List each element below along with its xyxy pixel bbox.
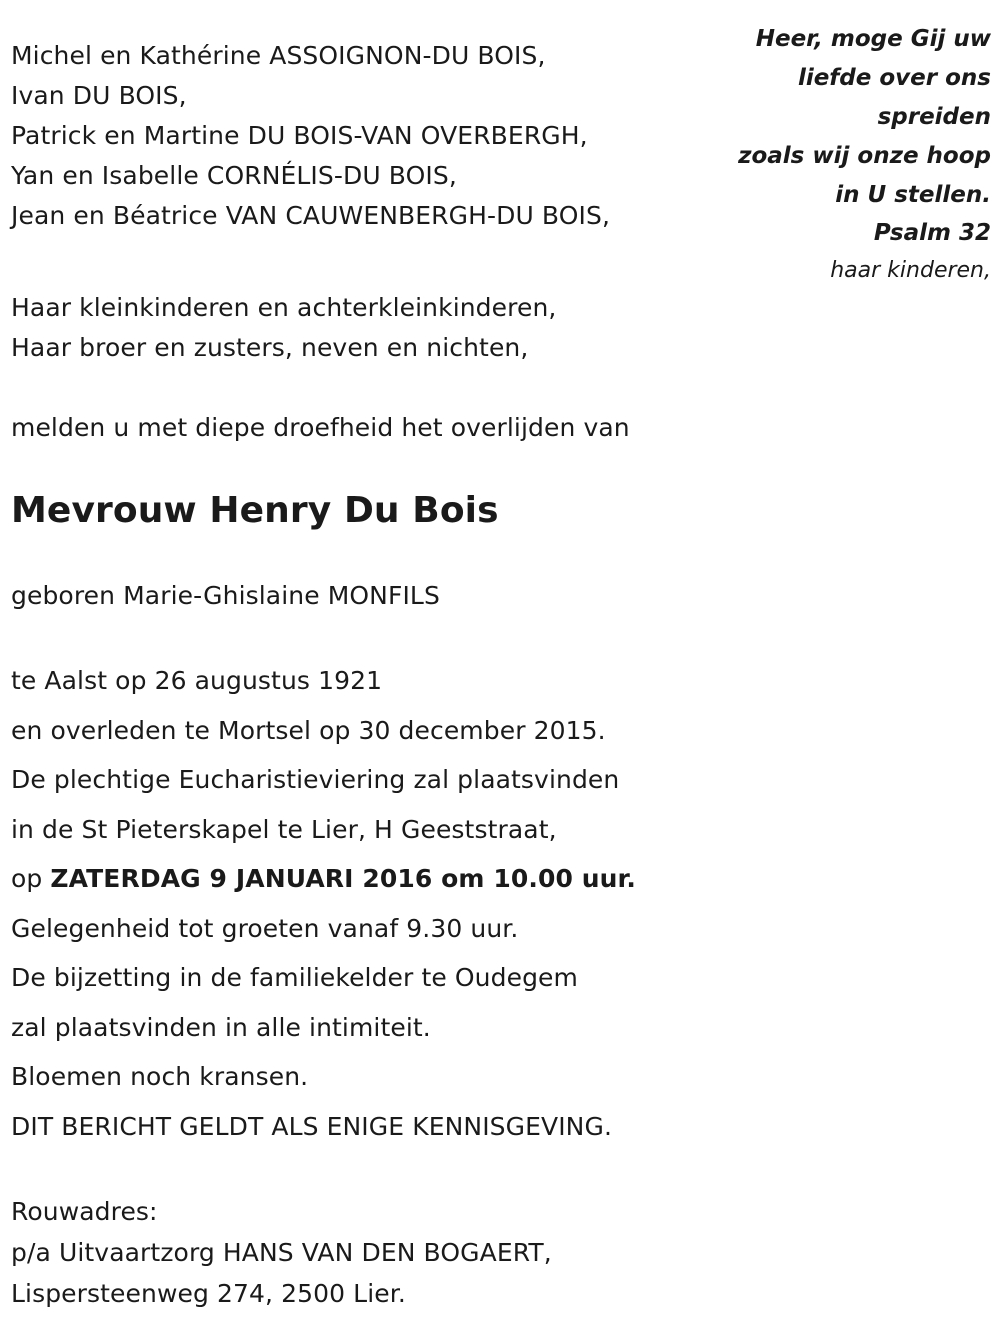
quote-line: Heer, moge Gij uw [755, 26, 991, 52]
quote-line: spreiden [877, 104, 991, 130]
family-line: Jean en Béatrice VAN CAUWENBERGH-DU BOIS, [11, 201, 610, 230]
burial-line: De bijzetting in de familiekelder te Oudegem [11, 963, 578, 992]
quote-reference: Psalm 32 [873, 220, 991, 246]
death-line: en overleden te Mortsel op 30 december 2015. [11, 715, 606, 745]
obituary-body [11, 36, 731, 1314]
funeral-details [11, 656, 731, 1151]
psalm-quote [701, 20, 991, 290]
family-line: Yan en Isabelle CORNÉLIS-DU BOIS, [11, 161, 457, 190]
ceremony-date-line [11, 854, 731, 904]
birth-line: te Aalst op 26 augustus 1921 [11, 666, 383, 695]
family-line: Michel en Kathérine ASSOIGNON-DU BOIS, [11, 41, 546, 70]
relatives-line: Haar kleinkinderen en achterkleinkinderen, [11, 293, 557, 322]
announcement-text: melden u met diepe droefheid het overlijden van [11, 413, 630, 442]
quote-signed: haar kinderen, [830, 258, 991, 283]
quote-line: zoals wij onze hoop [738, 143, 991, 169]
family-line: Ivan DU BOIS, [11, 81, 187, 110]
flowers-line: Bloemen noch kransen. [11, 1062, 309, 1091]
deceased-name: Mevrouw Henry Du Bois [11, 490, 499, 531]
family-list [11, 36, 731, 236]
address-line: Lispersteenweg 274, 2500 Lier. [11, 1279, 406, 1308]
ceremony-line: De plechtige Eucharistieviering zal plaatsvinden [11, 765, 620, 794]
greeting-line: Gelegenheid tot groeten vanaf 9.30 uur. [11, 913, 519, 943]
quote-line: liefde over ons [797, 65, 991, 91]
family-line: Patrick en Martine DU BOIS-VAN OVERBERGH, [11, 121, 588, 150]
ceremony-date: ZATERDAG 9 JANUARI 2016 om 10.00 uur. [50, 864, 637, 893]
ceremony-location-line: in de St Pieterskapel te Lier, H Geeststraat, [11, 814, 557, 844]
mourning-address [11, 1191, 731, 1314]
relatives-line: Haar broer en zusters, neven en nichten, [11, 333, 529, 362]
address-line: p/a Uitvaartzorg HANS VAN DEN BOGAERT, [11, 1238, 552, 1267]
notice-line: DIT BERICHT GELDT ALS ENIGE KENNISGEVING. [11, 1111, 612, 1141]
relatives-list [11, 288, 731, 368]
born-as-text: geboren Marie-Ghislaine MONFILS [11, 581, 440, 610]
date-prefix: op [11, 864, 51, 893]
quote-line: in U stellen. [835, 182, 991, 208]
burial-privacy-line: zal plaatsvinden in alle intimiteit. [11, 1012, 431, 1042]
address-label: Rouwadres: [11, 1197, 158, 1226]
